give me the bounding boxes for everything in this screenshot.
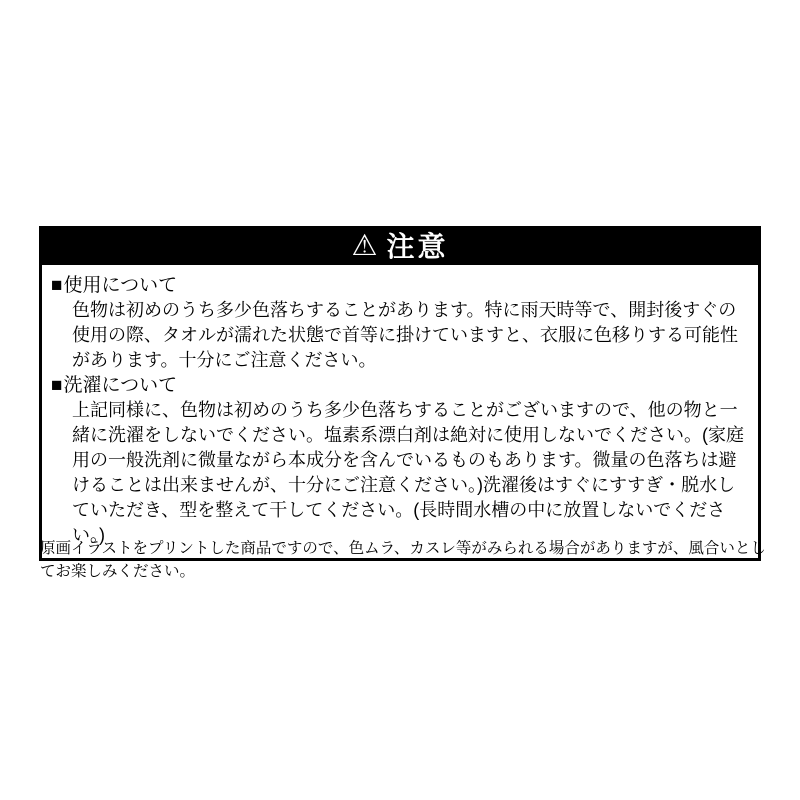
- section-washing: [51, 373, 748, 548]
- section-usage-heading: [51, 273, 748, 298]
- section-usage-text: 色物は初めのうち多少色落ちすることがあります。特に雨天時等で、開封後すぐの使用の際、タオルが濡れた状態で首等に掛けていますと、衣服に色移りする可能性があります。十分にご注意ください。: [72, 300, 738, 370]
- square-bullet-icon: ■: [51, 375, 63, 396]
- caution-header: [42, 229, 758, 265]
- footer-note: 原画イラストをプリントした商品ですので、色ムラ、カスレ等がみられる場合がありますが、風合いとしてお楽しみください。: [40, 540, 766, 580]
- section-washing-text: 上記同様に、色物は初めのうち多少色落ちすることがございますので、他の物と一緒に洗濯をしないでください。塩素系漂白剤は絶対に使用しないでください。(家庭用の一般洗剤に微量ながら本成分を含んでいるものもあります。微量の色落ちは避けることは出来ませんが、十分にご注意ください。)洗濯後はすぐにすすぎ・脱水していただき、型を整えて干してください。(長時間水槽の中に放置しないでください。): [72, 400, 744, 545]
- caution-title: 注意: [386, 231, 449, 262]
- section-washing-heading: [51, 373, 748, 398]
- section-usage-title: 使用について: [63, 275, 178, 296]
- caution-panel: [39, 226, 761, 561]
- section-usage: [51, 273, 748, 373]
- caution-body: [42, 265, 758, 558]
- square-bullet-icon: ■: [51, 275, 63, 296]
- warning-triangle-icon: ⚠: [351, 229, 378, 262]
- section-washing-title: 洗濯について: [63, 375, 178, 396]
